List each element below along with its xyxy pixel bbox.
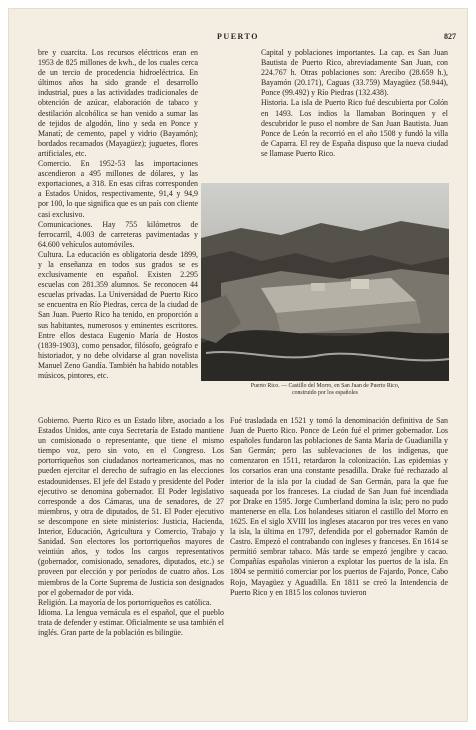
paragraph-communications: Comunicaciones. Hay 755 kilómetros de ferrocarril, 4.003 de carreteras pavimentadas y 64.600 vehículos automóviles.: [38, 219, 198, 249]
caption-line-2: construido por los españoles: [292, 390, 358, 397]
castle-photo: [201, 183, 449, 381]
running-header: PUERTO: [217, 32, 259, 41]
photo-figure: [201, 183, 449, 409]
paragraph-capital: Capital y poblaciones importantes. La cap. es San Juan Bautista de Puerto Rico, abreviadamente San Juan, con 224.767 h. Otras poblaciones son: Arecibo (28.659 h.), Bayamón (20.171), Caguas (33.759) Mayagüez (58.944), Ponce (99.492) y Río Piedras (132.438).: [261, 48, 448, 98]
paragraph-history: Historia. La isla de Puerto Rico fué descubierta por Colón en 1493. Los indios la llamaban Borinquen y el descubridor le puso el nombre de San Juan Bautista. Juan Ponce de León la recorrió en el año 1508 y fundó la villa de Caparra. El rey de España dispuso que la nueva ciudad se llamase Puerto Rico.: [261, 98, 448, 158]
right-column-bottom: [230, 416, 448, 598]
paragraph-religion: Religión. La mayoría de los portorriqueños es católica.: [38, 597, 212, 607]
paragraph-culture: Cultura. La educación es obligatoria desde 1899, y la enseñanza en todos sus grados se es exclusivamente en español. Existen 2.295 escuelas con 281.359 alumnos. Se reconocen 44 escuelas privadas. La Universidad de Puerto Rico se encuentra en Río Piedras, cerca de la ciudad de San Juan. Puerto Rico ha tenido, en proporción a sus habitantes, numerosos y eminentes escritores. Entre ellos destaca Eugenio María de Hostos (1839-1903), como pensador, filósofo, geógrafo e historiador, y no debe olvidarse al gran novelista Manuel Zeno Gandía. También ha habido notables músicos, pintores, etc.: [38, 249, 198, 380]
paragraph-history-continued: Fué trasladada en 1521 y tomó la denominación definitiva de San Juan de Puerto Rico. Ponce de León fué el primer gobernador. Los españoles fundaron las poblaciones de Santa María de Guadianilla y San Germán; pero las sublevaciones de los indígenas, que comenzaron en 1511, retardaron la colonización. Las epidemias y los corsarios eran una constante pesadilla. Drake fué rechazado al interior de la isla por la ciudad de San Germán, para la que fue saqueada por los franceses. La ciudad de San Juan fué incendiada por Drake en 1595. Jorge Cumberland domina la isla; pero no pudo mantenerse en ella. Los holandeses sitiaron el castillo del Morro en 1625. En el siglo XVIII los ingleses atacaron por tres veces en vano la isla, la última en 1797, defendida por el gobernador Ramón de Castro. Empezó el contrabando con ingleses y franceses. En 1614 se permitió sembrar tabaco. Más tarde se empezó jengibre y cacao. Compañías españolas vinieron a explotar los puertos de la isla. En 1804 se permitió comerciar por los puertos de Fajardo, Ponce, Cabo Rojo, Mayagüez y Aguadilla. En 1811 se creó la Intendencia de Puerto Rico y en 1815 los colonos tuvieron: [230, 416, 448, 597]
caption-line-1: Puerto Rico. — Castillo del Morro, en San Juan de Puerto Rico,: [250, 383, 400, 389]
left-column-bottom: [38, 416, 224, 638]
photo-caption: [201, 383, 449, 397]
left-column-top: [38, 48, 198, 381]
right-column-top: [261, 48, 448, 159]
page-number: 827: [444, 32, 456, 41]
paragraph-commerce: Comercio. En 1952-53 las importaciones ascendieron a 495 millones de dólares, y las exportaciones, a 318. En esas cifras corresponden a Estados Unidos, respectivamente, 91,4 y 94,9 por 100, lo que significa que es un país con cliente casi exclusivo.: [38, 159, 198, 219]
document-page: [8, 8, 468, 722]
paragraph-resources: bre y cuarcita. Los recursos eléctricos eran en 1953 de 825 millones de kwh., de los cuales cerca de un tercio de procedencia hidroeléctrica. En últimos años ha sido grande el desarrollo industrial, pues a las actividades tradicionales de obtención de azúcar, elaboración de tabaco y destilación alcohólica se han venido a sumar las de tejidos de algodón, lino y seda en Ponce y Manatí; de cemento, papel y vidrio (Bayamón); bordados recamados (Mayagüez); juguetes, flores artificiales, etc.: [38, 48, 198, 158]
paragraph-language: Idioma. La lengua vernácula es el español, que el pueblo trata de defender y estimar. Oficialmente se usa también el inglés. Gran parte de la población es bilingüe.: [38, 607, 224, 637]
paragraph-government: Gobierno. Puerto Rico es un Estado libre, asociado a los Estados Unidos, ante cuya Secretaría de Estado mantiene un comisionado o representante, que tiene el mismo tiempo voz, pero sin voto, en el Congreso. Los portorriqueños son ciudadanos norteamericanos, mas no pueden ejercitar el derecho de sufragio en las elecciones estadounidenses. El jefe del Estado y presidente del Poder ejecutivo se denomina gobernador. El Poder legislativo corresponde a dos Cámaras, una de senadores, de 27 miembros, y otra de diputados, de 51. El Poder ejecutivo se descompone en siete ministerios: Justicia, Hacienda, Interior, Educación, Agricultura y Comercio, Trabajo y Sanidad. Son electores los portorriqueños mayores de veintiún años, y todos los cargos representativos (gobernador, comisionado, senadores, diputados, etc.) se proveen por elección y por períodos de cuatro años. Los miembros de la Corte Suprema de Justicia son designados por el gobernador de por vida.: [38, 416, 224, 597]
